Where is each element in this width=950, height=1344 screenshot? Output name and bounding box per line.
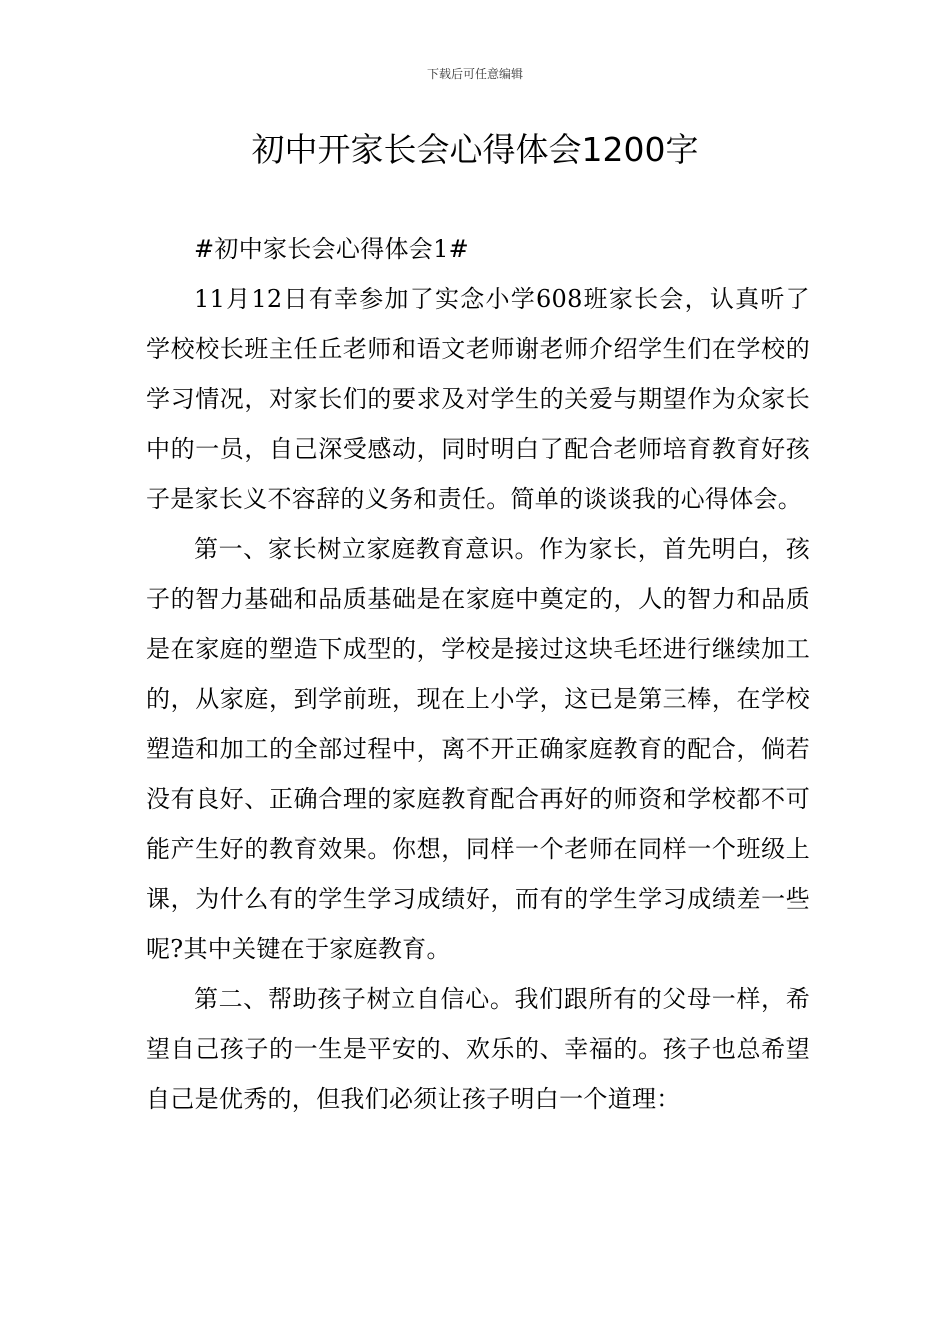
header-note: 下载后可任意编辑 — [426, 67, 523, 81]
body-paragraph: 第二、帮助孩子树立自信心。我们跟所有的父母一样，希望自己孩子的一生是平安的、欢乐的、幸福的。孩子也总希望自己是优秀的，但我们必须让孩子明白一个道理： — [146, 985, 810, 1113]
document-body — [146, 224, 810, 1124]
body-paragraph: 第一、家长树立家庭教育意识。作为家长，首先明白，孩子的智力基础和品质基础是在家庭中奠定的，人的智力和品质是在家庭的塑造下成型的，学校是接过这块毛坯进行继续加工的，从家庭，到学前班，现在上小学，这已是第三棒，在学校塑造和加工的全部过程中，离不开正确家庭教育的配合，倘若没有良好、正确合理的家庭教育配合再好的师资和学校都不可能产生好的教育效果。你想，同样一个老师在同样一个班级上课，为什么有的学生学习成绩好，而有的学生学习成绩差一些呢?其中关键在于家庭教育。 — [146, 535, 810, 963]
body-paragraph: 11月12日有幸参加了实念小学608班家长会，认真听了学校校长班主任丘老师和语文老师谢老师介绍学生们在学校的学习情况，对家长们的要求及对学生的关爱与期望作为众家长中的一员，自己深受感动，同时明白了配合老师培育教育好孩子是家长义不容辞的义务和责任。简单的谈谈我的心得体会。 — [146, 285, 810, 513]
document-title: 初中开家长会心得体会1200字 — [251, 130, 699, 169]
section-heading: #初中家长会心得体会1# — [194, 235, 470, 263]
